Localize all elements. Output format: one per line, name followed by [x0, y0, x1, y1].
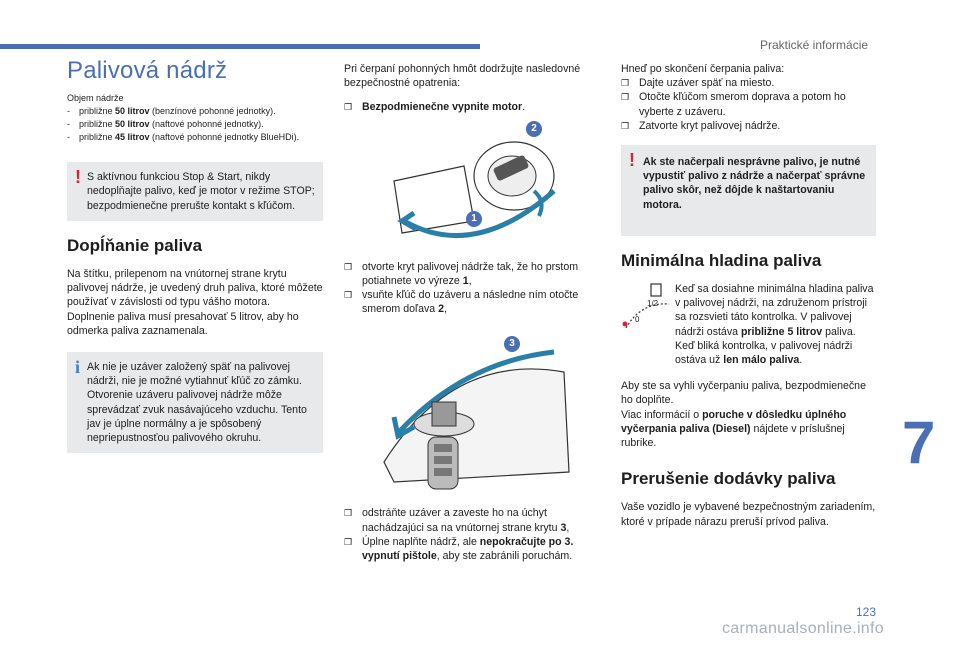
capacity-block	[67, 92, 323, 144]
top-accent-bar	[0, 44, 480, 49]
column-right	[621, 62, 876, 539]
bullet-engine-off: ❒ Bezpodmienečne vypnite motor.	[344, 101, 526, 114]
fuel-cap-illustration-2	[374, 332, 574, 492]
gauge-zero-label: 0	[635, 315, 640, 325]
low-fuel-indicator	[621, 282, 876, 367]
step-badge: 1	[466, 211, 482, 227]
capacity-item: - približne 50 litrov (naftové pohonné jednotky).	[67, 119, 264, 130]
fuel-cutoff-para: Vaše vozidlo je vybavené bezpečnostným zariadením, ktoré v prípade nárazu preruší prívod paliva.	[621, 501, 876, 528]
column-middle	[344, 62, 602, 563]
stop-start-warning: ! S aktívnou funkciou Stop & Start, nikdy nedoplňajte palivo, keď je motor v režime STOP; bezpodmienečne prerušte kontakt s kľúčom.	[67, 162, 323, 221]
bullet-open-flap: ❒ otvorte kryt palivovej nádrže tak, že ho prstom potiahnete vo výreze 1,	[344, 260, 579, 287]
warning-icon: !	[75, 167, 81, 188]
page-title: Palivová nádrž	[67, 57, 228, 84]
chapter-number: 7	[902, 409, 936, 476]
gauge-half-label: 1/2	[647, 299, 659, 309]
gauge-description: Keď sa dosiahne minimálna hladina paliva v palivovej nádrži, na združenom prístroji sa rozsvieti táto kontrolka. V palivovej nádrži ostáva približne 5 litrov paliva. Keď bliká kontrolka, v palivovej nádrži ostáva už len málo paliva.	[675, 283, 874, 367]
capacity-item: - približne 50 litrov (benzínové pohonné jednotky).	[67, 106, 276, 117]
warning-icon: !	[629, 150, 635, 171]
safety-intro: Pri čerpaní pohonných hmôt dodržujte nasledovné bezpečnostné opatrenia:	[344, 63, 581, 90]
watermark: carmanualsonline.info	[722, 620, 884, 637]
section-heading-min-level: Minimálna hladina paliva	[621, 250, 822, 270]
info-icon: i	[75, 357, 81, 378]
page-number: 123	[856, 605, 877, 619]
fuel-flap-drawing	[374, 121, 574, 246]
column-left	[67, 57, 323, 465]
info-box: i Ak nie je uzáver založený späť na palivovej nádrži, nie je možné vytiahnuť kľúč zo zámku. Otvorenie uzáveru palivovej nádrže môže sprevádzať zvuk nasávajúceho vzduchu. Tento jav je úplne normálny a je spôsobený nepriepustnosťou palivového okruhu.	[67, 352, 323, 453]
fuel-cap-illustration-1	[374, 121, 574, 246]
section-heading-fuel-cutoff: Prerušenie dodávky paliva	[621, 469, 836, 489]
list-item: ❒ Otočte kľúčom smerom doprava a potom ho vyberte z uzáveru.	[621, 91, 846, 118]
cap-removal-drawing	[374, 332, 574, 492]
step-badge: 3	[504, 336, 520, 352]
capacity-item: - približne 45 litrov (naftové pohonné jednotky BlueHDi).	[67, 132, 300, 143]
min-level-para: Aby ste sa vyhli vyčerpaniu paliva, bezpodmienečne ho doplňte. Viac informácií o poruche v dôsledku úplného vyčerpania paliva (Diesel) nájdete v príslušnej rubrike.	[621, 380, 866, 450]
step-badge: 2	[526, 121, 542, 137]
list-item: ❒ Dajte uzáver späť na miesto.	[621, 77, 775, 90]
capacity-title: Objem nádrže	[67, 93, 124, 104]
fuel-gauge-icon	[621, 282, 675, 340]
bullet-fill-tank: ❒ Úplne naplňte nádrž, ale nepokračujte po 3. vypnutí pištole, aby ste zabránili poruchám.	[344, 535, 574, 563]
after-refuel-intro: Hneď po skončení čerpania paliva:	[621, 63, 785, 75]
bullet-insert-key: ❒ vsuňte kľúč do uzáveru a následne ním otočte smerom doľava 2,	[344, 289, 579, 316]
wrong-fuel-warning: ! Ak ste načerpali nesprávne palivo, je nutné vypustiť palivo z nádrže a načerpať správne palivo skôr, než dôjde k naštartovaniu motora.	[621, 145, 876, 236]
list-item: ❒ Zatvorte kryt palivovej nádrže.	[621, 119, 781, 132]
bullet-remove-cap: ❒ odstráňte uzáver a zaveste ho na úchyt nachádzajúci sa na vnútornej strane krytu 3,	[344, 507, 570, 534]
section-heading-refuel: Dopĺňanie paliva	[67, 235, 203, 255]
section-header: Praktické informácie	[760, 38, 869, 52]
refuel-para: Na štítku, prilepenom na vnútornej strane krytu palivovej nádrže, je uvedený druh paliva, ktoré môžete používať v závislosti od typu vášho motora. Doplnenie paliva musí presahovať 5 litrov, aby ho odmerka paliva zaznamenala.	[67, 268, 323, 337]
